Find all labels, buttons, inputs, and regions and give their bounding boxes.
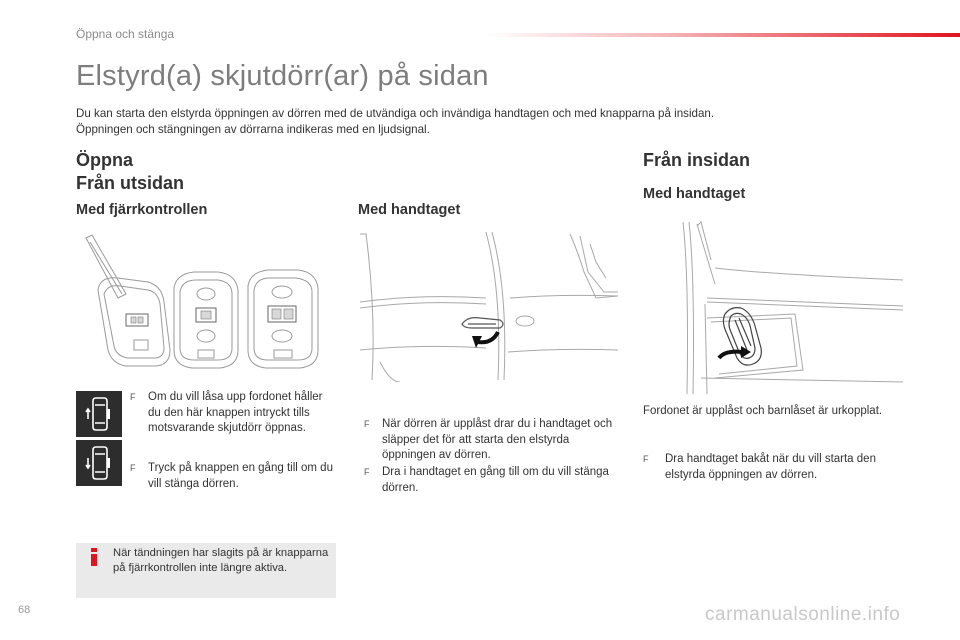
handle-bullet-2 xyxy=(364,465,614,496)
watermark: carmanualsonline.info xyxy=(705,604,901,625)
bullet-mark: F xyxy=(643,454,649,464)
page-number: 68 xyxy=(18,604,31,616)
info-icon xyxy=(88,548,100,566)
remote-bullet-2-text: Tryck på knappen en gång till om du vill stänga dörren. xyxy=(148,462,333,490)
bullet-mark: F xyxy=(130,392,136,402)
door-interior-illustration xyxy=(645,218,905,398)
heading-from-outside: Från utsidan xyxy=(76,173,185,193)
inside-bullet-1 xyxy=(643,452,903,483)
remote-bullet-2 xyxy=(130,461,340,492)
van-side-door-icon xyxy=(76,440,122,486)
door-open-button-icon xyxy=(76,391,122,437)
van-side-door-icon xyxy=(76,391,122,437)
heading-with-remote: Med fjärrkontrollen xyxy=(76,202,208,218)
remote-bullet-1-text: Om du vill låsa upp fordonet håller du den här knappen intryckt tills motsvarande skjutdörr öppnas. xyxy=(148,391,323,434)
door-exterior-illustration xyxy=(360,232,620,382)
header-accent-bar xyxy=(486,33,960,37)
heading-with-handle-inside: Med handtaget xyxy=(643,186,746,202)
bullet-mark: F xyxy=(130,463,136,473)
section-label: Öppna och stänga xyxy=(76,27,175,41)
page-title: Elstyrd(a) skjutdörr(ar) på sidan xyxy=(76,60,489,92)
remote-bullet-1 xyxy=(130,390,330,437)
intro-paragraph xyxy=(76,106,896,138)
handle-bullet-1 xyxy=(364,417,614,464)
inside-note: Fordonet är upplåst och barnlåset är urkopplat. xyxy=(643,405,883,417)
bullet-mark: F xyxy=(364,467,370,477)
heading-from-inside: Från insidan xyxy=(643,150,751,170)
door-close-button-icon xyxy=(76,440,122,486)
heading-with-handle: Med handtaget xyxy=(358,202,461,218)
intro-line-1: Du kan starta den elstyrda öppningen av dörren med de utvändiga och invändiga handtagen och med knapparna på insidan. xyxy=(76,107,715,120)
remote-keys-illustration xyxy=(78,232,338,382)
heading-open: Öppna xyxy=(76,150,133,170)
handle-bullet-2-text: Dra i handtaget en gång till om du vill stänga dörren. xyxy=(382,466,609,494)
intro-line-2: Öppningen och stängningen av dörrarna indikeras med en ljudsignal. xyxy=(76,123,430,136)
handle-bullet-1-text: När dörren är upplåst drar du i handtaget och släpper det för att starta den elstyrda öppningen av dörren. xyxy=(382,418,613,461)
bullet-mark: F xyxy=(364,419,370,429)
inside-bullet-1-text: Dra handtaget bakåt när du vill starta den elstyrda öppningen av dörren. xyxy=(665,453,876,481)
info-text: När tändningen har slagits på är knapparna på fjärrkontrollen inte längre aktiva. xyxy=(113,547,329,574)
